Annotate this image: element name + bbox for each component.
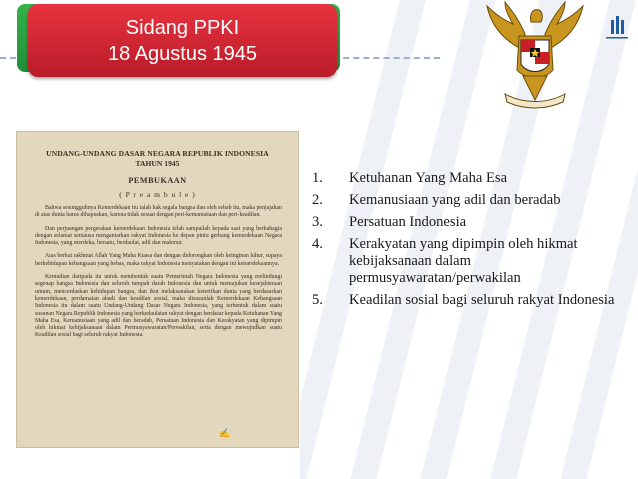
document-paragraph: Atas berkat rakhmat Allah Yang Maha Kuasa dan dengan didorongkan oleh keinginan luhur, supaya berkehidupan kebangsaan yang bebas, maka rakyat Indonesia menyatakan dengan ini kemerdekaannya.: [35, 253, 282, 267]
document-paragraph: Bahwa sesungguhnya Kemerdekaan itu ialah hak segala bangsa dan oleh sebab itu, maka penjajahan di atas dunia harus dihapuskan, karena tidak sesuai dengan peri-kemanusiaan dan peri-keadilan.: [35, 205, 282, 219]
list-item-text: Kerakyatan yang dipimpin oleh hikmat kebijaksanaan dalam permusyawaratan/perwakilan: [349, 236, 578, 286]
list-item-number: 1.: [312, 170, 323, 186]
corner-logo-icon: [600, 12, 632, 44]
document-paragraph: Kemudian daripada itu untuk membentuk suatu Pemerintah Negara Indonesia yang melindungi segenap bangsa Indonesia dan seluruh tumpah darah Indonesia dan untuk memajukan kesejahteraan umum, mencerdaskan kehidupan bangsa, dan ikut melaksanakan ketertiban dunia yang berdasarkan kemerdekaan, perdamaian abadi dan keadilan sosial, maka disusunlah Kemerdekaan Kebangsaan Indonesia itu dalam suatu Undang-Undang Dasar Negara Indonesia, yang terbentuk dalam suatu susunan Negara Republik Indonesia yang berkedaulatan rakyat dengan berdasar kepada Ketuhanan Yang Maha Esa, Kemanusiaan yang adil dan beradab, Persatuan Indonesia dan Kerakyatan yang dipimpin oleh hikmat kebijaksanaan dalam Permusyawaratan/Perwakilan, serta dengan mewujudkan suatu Keadilan sosial bagi seluruh rakyat Indonesia.: [35, 274, 282, 339]
garuda-pancasila-icon: [483, 0, 587, 110]
list-item-text: Persatuan Indonesia: [349, 214, 467, 230]
document-heading-4: ( P r e a m b u l e ): [119, 190, 196, 199]
list-item-number: 5.: [312, 292, 323, 308]
list-item: [312, 236, 632, 287]
list-item-number: 4.: [312, 236, 323, 252]
title-line-2: 18 Agustus 1945: [107, 42, 257, 65]
list-item: [312, 292, 632, 309]
preamble-document-image: [16, 131, 299, 448]
title-line-1: Sidang PPKI: [125, 16, 240, 39]
list-item-text: Keadilan sosial bagi seluruh rakyat Indonesia: [349, 292, 615, 308]
list-item-text: Ketuhanan Yang Maha Esa: [349, 170, 508, 186]
list-item: [312, 192, 632, 209]
document-paragraph: Dan perjuangan pergerakan kemerdekaan Indonesia telah sampailah kepada saat yang berbahagia dengan selamat sentausa mengantarkan rakyat Indonesia ke depan pintu gerbang kemerdekaan Negara Indonesia, yang merdeka, bersatu, berdaulat, adil dan makmur.: [35, 225, 282, 247]
document-heading-3: PEMBUKAAN: [128, 176, 187, 185]
list-item: [312, 214, 632, 231]
document-heading-2: TAHUN 1945: [135, 159, 180, 168]
pancasila-list: [312, 170, 632, 314]
list-item-number: 2.: [312, 192, 323, 208]
list-item: [312, 170, 632, 187]
list-item-number: 3.: [312, 214, 323, 230]
document-heading-1: UNDANG-UNDANG DASAR NEGARA REPUBLIK INDONESIA: [46, 149, 269, 158]
list-item-text: Kemanusiaan yang adil dan beradab: [349, 192, 561, 208]
slide-title: [28, 4, 337, 77]
signature-mark-icon: ✍: [219, 428, 231, 438]
